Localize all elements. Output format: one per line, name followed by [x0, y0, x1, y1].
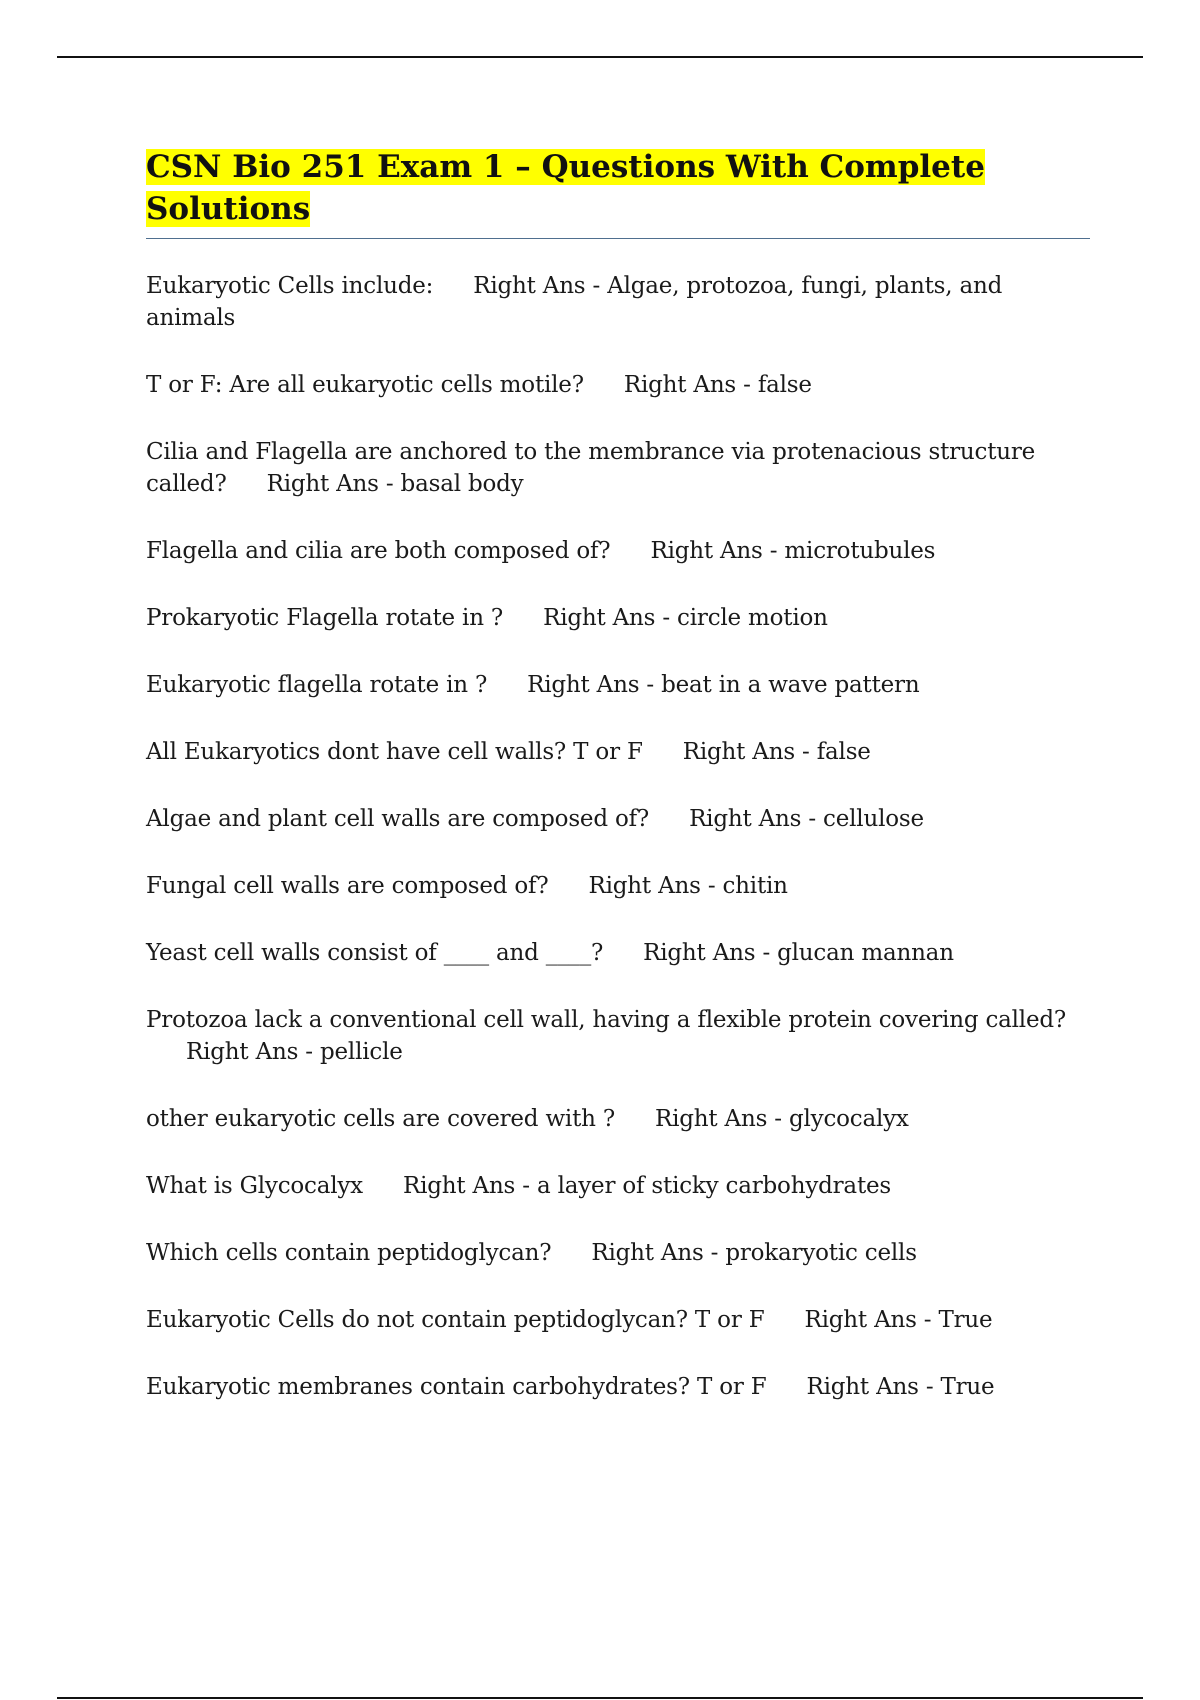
page-bottom-rule — [57, 1697, 1143, 1699]
qa-item — [146, 535, 1090, 567]
answer-text: Right Ans - True — [806, 1374, 995, 1400]
question-text: T or F: Are all eukaryotic cells motile? — [146, 372, 584, 398]
answer-text: Right Ans - basal body — [266, 471, 524, 497]
page-top-rule — [57, 56, 1143, 58]
question-text: Algae and plant cell walls are composed of? — [146, 806, 650, 832]
answer-text: Right Ans - a layer of sticky carbohydrates — [402, 1173, 892, 1199]
question-text: Protozoa lack a conventional cell wall, having a flexible protein covering called? — [146, 1007, 1067, 1033]
question-text: Prokaryotic Flagella rotate in ? — [146, 605, 504, 631]
title-line-2: Solutions — [146, 191, 311, 227]
qa-item — [146, 1304, 1090, 1336]
question-text: other eukaryotic cells are covered with ? — [146, 1106, 615, 1132]
answer-text: Right Ans - pellicle — [186, 1039, 403, 1065]
question-text: All Eukaryotics dont have cell walls? T or F — [146, 739, 643, 765]
question-text: Eukaryotic membranes contain carbohydrates? T or F — [146, 1374, 767, 1400]
answer-text: Right Ans - glycocalyx — [654, 1106, 909, 1132]
answer-text: Right Ans - beat in a wave pattern — [527, 672, 920, 698]
question-text: Which cells contain peptidoglycan? — [146, 1240, 552, 1266]
qa-item — [146, 1103, 1090, 1135]
qa-item — [146, 1004, 1090, 1068]
answer-text: Right Ans - Algae, protozoa, fungi, plants, and animals — [146, 273, 1003, 331]
answer-text: Right Ans - cellulose — [689, 806, 924, 832]
qa-item — [146, 436, 1090, 500]
answer-text: Right Ans - True — [804, 1307, 993, 1333]
document-body — [146, 146, 1090, 1438]
qa-item — [146, 736, 1090, 768]
question-text: Eukaryotic Cells do not contain peptidoglycan? T or F — [146, 1307, 765, 1333]
answer-text: Right Ans - circle motion — [543, 605, 828, 631]
answer-text: Right Ans - false — [682, 739, 871, 765]
document-title — [146, 146, 1090, 230]
title-underline — [146, 238, 1090, 239]
qa-item — [146, 1170, 1090, 1202]
question-text: Eukaryotic flagella rotate in ? — [146, 672, 488, 698]
qa-item — [146, 870, 1090, 902]
answer-text: Right Ans - chitin — [588, 873, 788, 899]
answer-text: Right Ans - glucan mannan — [643, 940, 954, 966]
qa-item — [146, 669, 1090, 701]
question-text: Flagella and cilia are both composed of? — [146, 538, 611, 564]
qa-item — [146, 270, 1090, 334]
question-text: Eukaryotic Cells include: — [146, 273, 434, 299]
answer-text: Right Ans - microtubules — [650, 538, 936, 564]
answer-text: Right Ans - false — [623, 372, 812, 398]
answer-text: Right Ans - prokaryotic cells — [591, 1240, 917, 1266]
question-text: Cilia and Flagella are anchored to the membrance via protenacious structure called? — [146, 439, 1036, 497]
question-text: Fungal cell walls are composed of? — [146, 873, 549, 899]
qa-list — [146, 270, 1090, 1403]
qa-item — [146, 937, 1090, 969]
question-text: What is Glycocalyx — [146, 1173, 363, 1199]
qa-item — [146, 369, 1090, 401]
qa-item — [146, 803, 1090, 835]
question-text: Yeast cell walls consist of ____ and ____? — [146, 940, 604, 966]
qa-item — [146, 602, 1090, 634]
qa-item — [146, 1237, 1090, 1269]
title-line-1: CSN Bio 251 Exam 1 – Questions With Complete — [146, 149, 985, 185]
qa-item — [146, 1371, 1090, 1403]
